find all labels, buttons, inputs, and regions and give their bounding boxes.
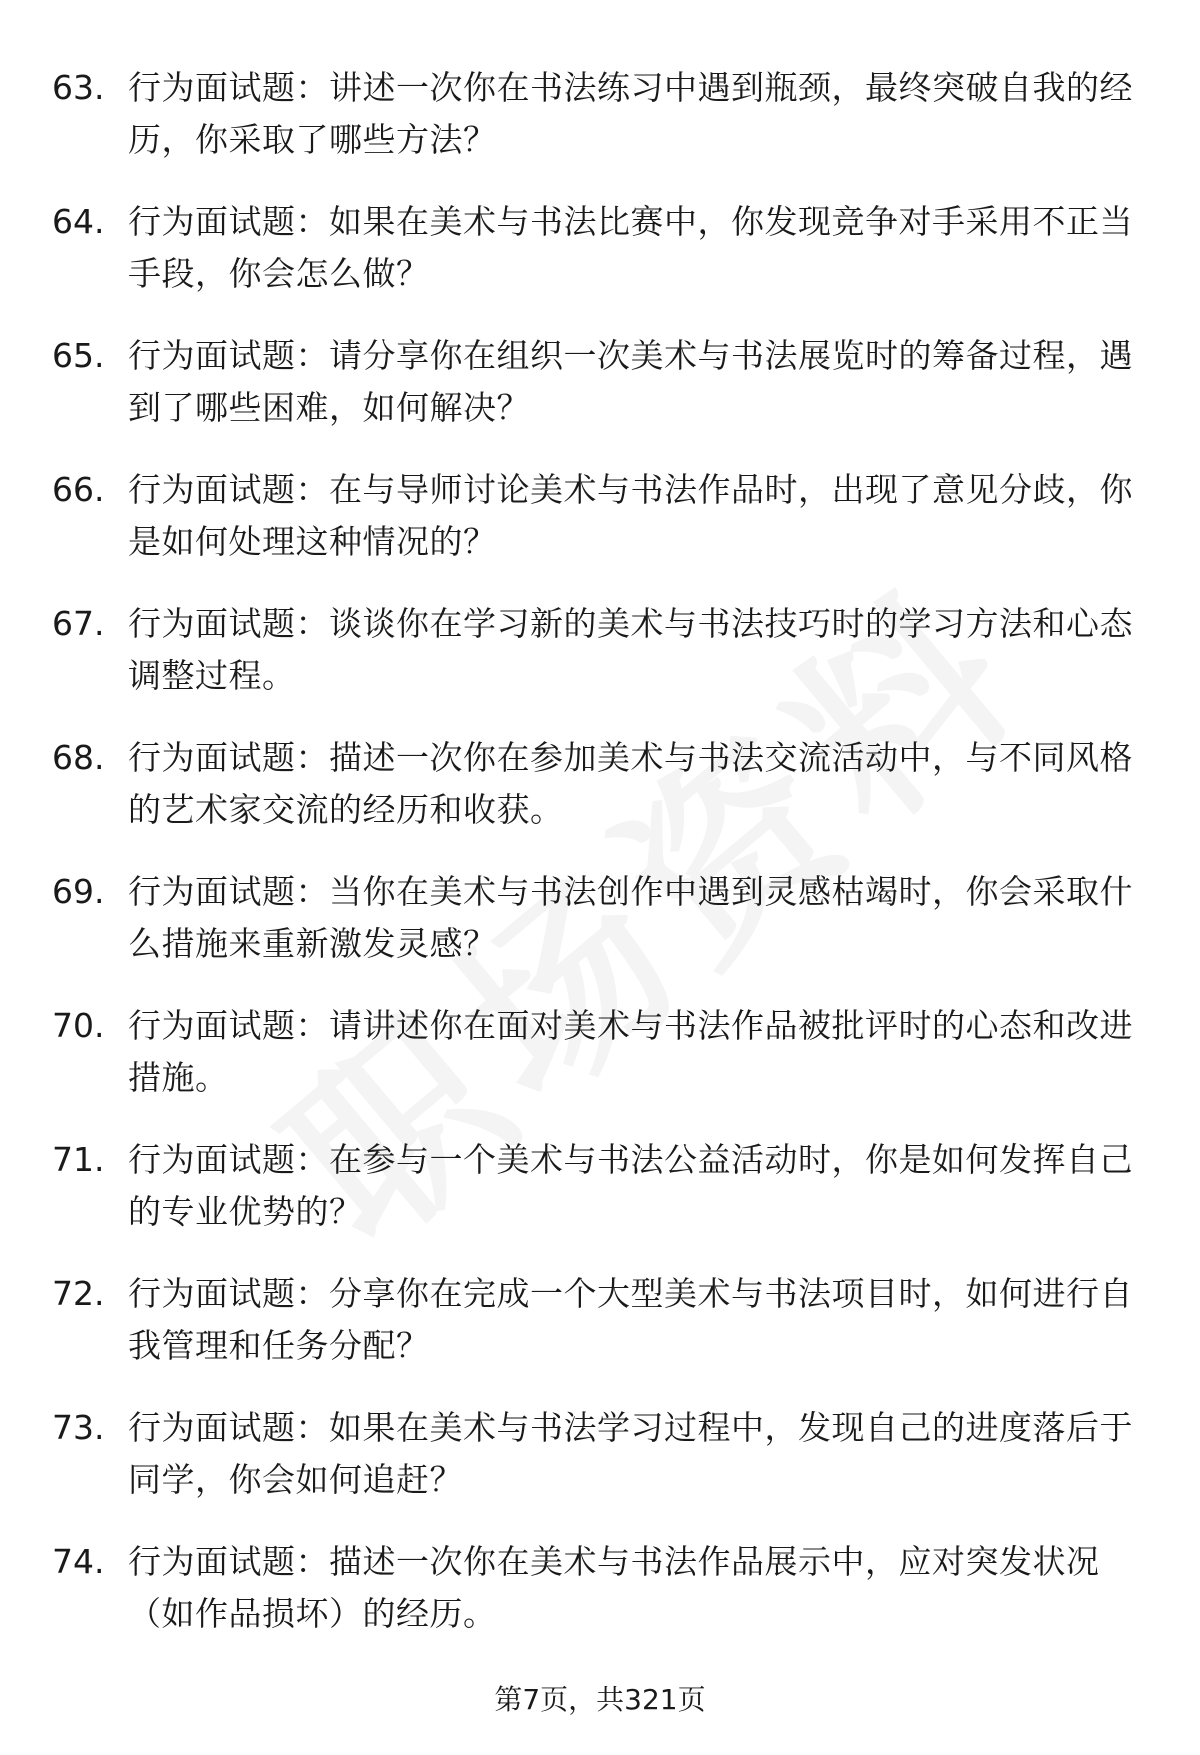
- question-number: 64.: [52, 202, 105, 241]
- question-number: 74.: [52, 1542, 105, 1581]
- question-item-66: [0, 458, 1200, 592]
- question-number: 67.: [52, 604, 105, 643]
- question-text: 行为面试题：当你在美术与书法创作中遇到灵感枯竭时，你会采取什么措施来重新激发灵感？: [128, 872, 1133, 963]
- question-item-67: [0, 592, 1200, 726]
- question-item-70: [0, 994, 1200, 1128]
- question-item-73: [0, 1396, 1200, 1530]
- question-item-72: [0, 1262, 1200, 1396]
- question-text: 行为面试题：分享你在完成一个大型美术与书法项目时，如何进行自我管理和任务分配？: [128, 1274, 1133, 1365]
- question-list: [0, 56, 1200, 1664]
- page-footer: 第7页，共321页: [494, 1683, 706, 1716]
- question-item-74: [0, 1530, 1200, 1664]
- question-number: 73.: [52, 1408, 105, 1447]
- question-number: 65.: [52, 336, 105, 375]
- question-item-63: [0, 56, 1200, 190]
- question-item-69: [0, 860, 1200, 994]
- question-number: 72.: [52, 1274, 105, 1313]
- question-text: 行为面试题：描述一次你在美术与书法作品展示中，应对突发状况（如作品损坏）的经历。: [128, 1542, 1100, 1633]
- question-item-68: [0, 726, 1200, 860]
- question-number: 69.: [52, 872, 105, 911]
- question-item-71: [0, 1128, 1200, 1262]
- question-text: 行为面试题：请分享你在组织一次美术与书法展览时的筹备过程，遇到了哪些困难，如何解决？: [128, 336, 1133, 427]
- question-number: 66.: [52, 470, 105, 509]
- question-number: 71.: [52, 1140, 105, 1179]
- question-item-65: [0, 324, 1200, 458]
- question-text: 行为面试题：如果在美术与书法学习过程中，发现自己的进度落后于同学，你会如何追赶？: [128, 1408, 1133, 1499]
- question-number: 70.: [52, 1006, 105, 1045]
- question-text: 行为面试题：谈谈你在学习新的美术与书法技巧时的学习方法和心态调整过程。: [128, 604, 1133, 695]
- question-text: 行为面试题：在与导师讨论美术与书法作品时，出现了意见分歧，你是如何处理这种情况的？: [128, 470, 1133, 561]
- question-text: 行为面试题：请讲述你在面对美术与书法作品被批评时的心态和改进措施。: [128, 1006, 1133, 1097]
- question-number: 68.: [52, 738, 105, 777]
- question-text: 行为面试题：在参与一个美术与书法公益活动时，你是如何发挥自己的专业优势的？: [128, 1140, 1133, 1231]
- question-number: 63.: [52, 68, 105, 107]
- question-item-64: [0, 190, 1200, 324]
- question-text: 行为面试题：如果在美术与书法比赛中，你发现竞争对手采用不正当手段，你会怎么做？: [128, 202, 1133, 293]
- question-text: 行为面试题：讲述一次你在书法练习中遇到瓶颈，最终突破自我的经历，你采取了哪些方法？: [128, 68, 1133, 159]
- question-text: 行为面试题：描述一次你在参加美术与书法交流活动中，与不同风格的艺术家交流的经历和收获。: [128, 738, 1133, 829]
